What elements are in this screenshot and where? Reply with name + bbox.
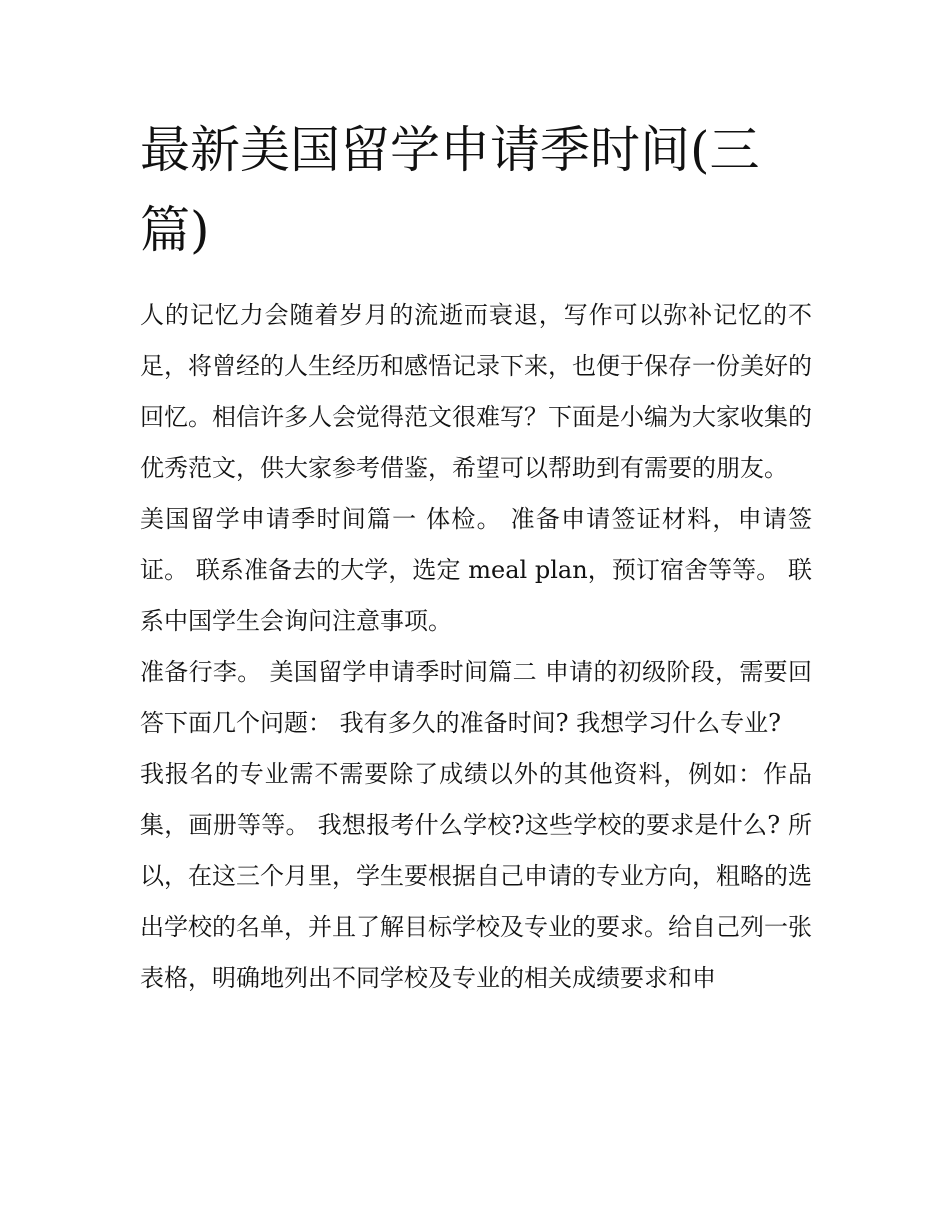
section-two-paragraph: 准备行李。 美国留学申请季时间篇二 申请的初级阶段，需要回答下面几个问题： 我有多久的准备时间? 我想学习什么专业?: [140, 658, 812, 737]
document-body: [140, 110, 812, 1004]
body-paragraph: 我报名的专业需不需要除了成绩以外的其他资料，例如：作品集，画册等等。 我想报考什么学校?这些学校的要求是什么? 所以，在这三个月里，学生要根据自己申请的专业方向，粗略的选出学校的名单，并且了解目标学校及专业的要求。给自己列一张表格，明确地列出不同学校及专业的相关成绩要求和申: [140, 760, 812, 992]
document-title: 最新美国留学申请季时间(三篇): [140, 121, 760, 259]
section-one-paragraph: 美国留学申请季时间篇一 体检。 准备申请签证材料，申请签证。 联系准备去的大学，选定 meal plan，预订宿舍等等。 联系中国学生会询问注意事项。: [140, 505, 812, 635]
intro-paragraph: 人的记忆力会随着岁月的流逝而衰退，写作可以弥补记忆的不足，将曾经的人生经历和感悟记录下来，也便于保存一份美好的回忆。相信许多人会觉得范文很难写？下面是小编为大家收集的优秀范文，供大家参考借鉴，希望可以帮助到有需要的朋友。: [140, 301, 812, 482]
